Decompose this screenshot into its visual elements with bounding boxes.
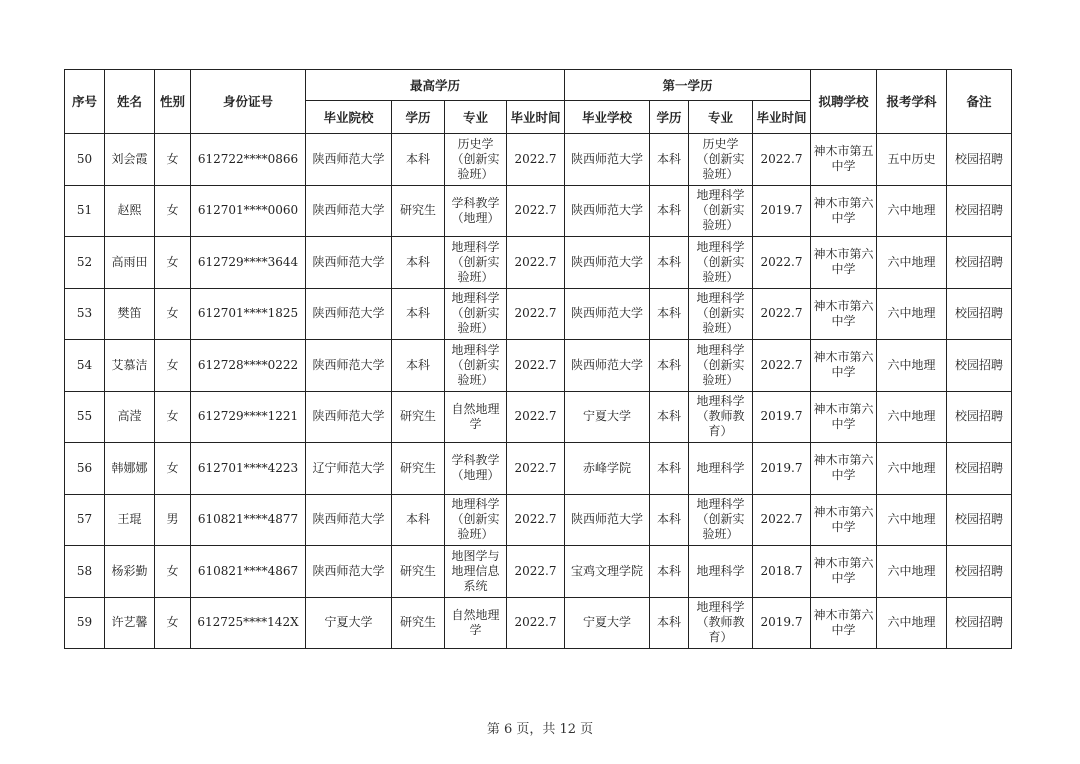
cell-name: 艾慕洁 (105, 340, 155, 392)
table-row (65, 494, 1012, 546)
cell-highest-school: 陕西师范大学 (306, 288, 392, 340)
cell-first-grad-time: 2019.7 (753, 185, 811, 237)
cell-first-school: 宁夏大学 (565, 391, 650, 443)
cell-name: 王琨 (105, 494, 155, 546)
cell-id: 612729****1221 (191, 391, 306, 443)
cell-id: 612701****4223 (191, 443, 306, 495)
header-remark: 备注 (947, 70, 1012, 134)
cell-highest-degree: 研究生 (392, 391, 445, 443)
cell-highest-major: 地理科学（创新实验班） (445, 494, 507, 546)
header-highest-degree: 学历 (392, 101, 445, 134)
header-gender: 性别 (155, 70, 191, 134)
cell-id: 610821****4867 (191, 546, 306, 598)
cell-highest-school: 陕西师范大学 (306, 494, 392, 546)
cell-first-grad-time: 2019.7 (753, 443, 811, 495)
cell-hire-school: 神木市第六中学 (811, 340, 877, 392)
cell-first-major: 地理科学 (689, 443, 753, 495)
cell-first-degree: 本科 (650, 546, 689, 598)
cell-highest-degree: 研究生 (392, 185, 445, 237)
cell-first-grad-time: 2022.7 (753, 288, 811, 340)
cell-highest-grad-time: 2022.7 (507, 494, 565, 546)
cell-seq: 56 (65, 443, 105, 495)
header-name: 姓名 (105, 70, 155, 134)
table-row (65, 237, 1012, 289)
cell-subject: 六中地理 (877, 288, 947, 340)
header-first-school: 毕业学校 (565, 101, 650, 134)
cell-highest-school: 陕西师范大学 (306, 237, 392, 289)
cell-seq: 51 (65, 185, 105, 237)
cell-remark: 校园招聘 (947, 443, 1012, 495)
cell-remark: 校园招聘 (947, 391, 1012, 443)
cell-subject: 六中地理 (877, 185, 947, 237)
cell-first-major: 地理科学（创新实验班） (689, 185, 753, 237)
roster-body (65, 134, 1012, 649)
cell-gender: 女 (155, 134, 191, 186)
cell-gender: 男 (155, 494, 191, 546)
cell-highest-degree: 研究生 (392, 443, 445, 495)
cell-first-school: 陕西师范大学 (565, 288, 650, 340)
cell-first-grad-time: 2022.7 (753, 340, 811, 392)
cell-name: 韩娜娜 (105, 443, 155, 495)
cell-highest-grad-time: 2022.7 (507, 597, 565, 649)
cell-highest-major: 自然地理学 (445, 597, 507, 649)
cell-first-degree: 本科 (650, 237, 689, 289)
cell-seq: 58 (65, 546, 105, 598)
cell-id: 612729****3644 (191, 237, 306, 289)
cell-hire-school: 神木市第六中学 (811, 391, 877, 443)
cell-seq: 53 (65, 288, 105, 340)
cell-highest-degree: 本科 (392, 288, 445, 340)
cell-highest-major: 地理科学（创新实验班） (445, 288, 507, 340)
cell-highest-degree: 本科 (392, 494, 445, 546)
cell-remark: 校园招聘 (947, 185, 1012, 237)
cell-subject: 六中地理 (877, 546, 947, 598)
cell-gender: 女 (155, 546, 191, 598)
cell-highest-school: 陕西师范大学 (306, 546, 392, 598)
cell-highest-degree: 研究生 (392, 546, 445, 598)
cell-first-major: 地理科学（创新实验班） (689, 494, 753, 546)
header-highest-grad-time: 毕业时间 (507, 101, 565, 134)
cell-hire-school: 神木市第六中学 (811, 597, 877, 649)
cell-first-grad-time: 2022.7 (753, 494, 811, 546)
cell-gender: 女 (155, 288, 191, 340)
table-row (65, 134, 1012, 186)
cell-highest-major: 地理科学（创新实验班） (445, 237, 507, 289)
cell-hire-school: 神木市第六中学 (811, 288, 877, 340)
cell-hire-school: 神木市第五中学 (811, 134, 877, 186)
cell-highest-degree: 本科 (392, 237, 445, 289)
cell-hire-school: 神木市第六中学 (811, 237, 877, 289)
header-highest-education: 最高学历 (306, 70, 565, 101)
cell-highest-grad-time: 2022.7 (507, 237, 565, 289)
cell-highest-major: 地图学与地理信息系统 (445, 546, 507, 598)
cell-first-major: 历史学（创新实验班） (689, 134, 753, 186)
cell-highest-major: 历史学（创新实验班） (445, 134, 507, 186)
cell-name: 许艺馨 (105, 597, 155, 649)
cell-highest-grad-time: 2022.7 (507, 340, 565, 392)
header-highest-school: 毕业院校 (306, 101, 392, 134)
cell-first-school: 陕西师范大学 (565, 340, 650, 392)
cell-highest-school: 陕西师范大学 (306, 391, 392, 443)
cell-first-degree: 本科 (650, 340, 689, 392)
cell-subject: 六中地理 (877, 597, 947, 649)
cell-gender: 女 (155, 391, 191, 443)
cell-gender: 女 (155, 185, 191, 237)
cell-gender: 女 (155, 597, 191, 649)
cell-subject: 五中历史 (877, 134, 947, 186)
cell-subject: 六中地理 (877, 391, 947, 443)
cell-subject: 六中地理 (877, 494, 947, 546)
cell-hire-school: 神木市第六中学 (811, 185, 877, 237)
header-first-degree: 学历 (650, 101, 689, 134)
cell-first-school: 陕西师范大学 (565, 134, 650, 186)
header-first-education: 第一学历 (565, 70, 811, 101)
cell-first-school: 陕西师范大学 (565, 494, 650, 546)
cell-id: 612728****0222 (191, 340, 306, 392)
cell-highest-grad-time: 2022.7 (507, 288, 565, 340)
cell-highest-degree: 本科 (392, 134, 445, 186)
header-first-grad-time: 毕业时间 (753, 101, 811, 134)
cell-id: 612725****142X (191, 597, 306, 649)
cell-first-grad-time: 2022.7 (753, 237, 811, 289)
cell-hire-school: 神木市第六中学 (811, 494, 877, 546)
cell-first-grad-time: 2019.7 (753, 391, 811, 443)
cell-highest-school: 陕西师范大学 (306, 185, 392, 237)
cell-first-school: 陕西师范大学 (565, 185, 650, 237)
cell-gender: 女 (155, 340, 191, 392)
cell-name: 高滢 (105, 391, 155, 443)
cell-seq: 52 (65, 237, 105, 289)
cell-subject: 六中地理 (877, 443, 947, 495)
cell-first-major: 地理科学（教师教育） (689, 597, 753, 649)
cell-highest-school: 陕西师范大学 (306, 134, 392, 186)
table-row (65, 391, 1012, 443)
cell-seq: 54 (65, 340, 105, 392)
cell-hire-school: 神木市第六中学 (811, 546, 877, 598)
cell-name: 高雨田 (105, 237, 155, 289)
cell-id: 612722****0866 (191, 134, 306, 186)
cell-first-grad-time: 2022.7 (753, 134, 811, 186)
cell-first-degree: 本科 (650, 494, 689, 546)
cell-name: 刘会霞 (105, 134, 155, 186)
cell-name: 杨彩勤 (105, 546, 155, 598)
cell-seq: 59 (65, 597, 105, 649)
cell-highest-grad-time: 2022.7 (507, 391, 565, 443)
cell-highest-major: 自然地理学 (445, 391, 507, 443)
cell-first-degree: 本科 (650, 134, 689, 186)
cell-seq: 50 (65, 134, 105, 186)
cell-highest-degree: 研究生 (392, 597, 445, 649)
table-row (65, 546, 1012, 598)
cell-remark: 校园招聘 (947, 134, 1012, 186)
cell-first-school: 陕西师范大学 (565, 237, 650, 289)
header-subject: 报考学科 (877, 70, 947, 134)
cell-remark: 校园招聘 (947, 494, 1012, 546)
page-footer: 第 6 页，共 12 页 (486, 722, 594, 737)
cell-highest-grad-time: 2022.7 (507, 134, 565, 186)
cell-id: 612701****0060 (191, 185, 306, 237)
cell-name: 樊笛 (105, 288, 155, 340)
cell-first-grad-time: 2019.7 (753, 597, 811, 649)
cell-first-school: 赤峰学院 (565, 443, 650, 495)
table-row (65, 340, 1012, 392)
header-hire-school: 拟聘学校 (811, 70, 877, 134)
cell-highest-school: 宁夏大学 (306, 597, 392, 649)
cell-highest-major: 学科教学（地理） (445, 185, 507, 237)
cell-highest-school: 辽宁师范大学 (306, 443, 392, 495)
cell-first-major: 地理科学（创新实验班） (689, 340, 753, 392)
cell-first-school: 宁夏大学 (565, 597, 650, 649)
cell-remark: 校园招聘 (947, 546, 1012, 598)
cell-remark: 校园招聘 (947, 288, 1012, 340)
header-seq: 序号 (65, 70, 105, 134)
header-highest-major: 专业 (445, 101, 507, 134)
cell-id: 610821****4877 (191, 494, 306, 546)
cell-first-degree: 本科 (650, 185, 689, 237)
cell-gender: 女 (155, 443, 191, 495)
cell-first-major: 地理科学（教师教育） (689, 391, 753, 443)
table-row (65, 597, 1012, 649)
header-id: 身份证号 (191, 70, 306, 134)
cell-highest-school: 陕西师范大学 (306, 340, 392, 392)
cell-first-degree: 本科 (650, 288, 689, 340)
cell-first-major: 地理科学（创新实验班） (689, 237, 753, 289)
cell-seq: 57 (65, 494, 105, 546)
cell-highest-grad-time: 2022.7 (507, 185, 565, 237)
cell-highest-degree: 本科 (392, 340, 445, 392)
cell-highest-grad-time: 2022.7 (507, 546, 565, 598)
cell-subject: 六中地理 (877, 237, 947, 289)
cell-first-grad-time: 2018.7 (753, 546, 811, 598)
table-row (65, 443, 1012, 495)
cell-highest-grad-time: 2022.7 (507, 443, 565, 495)
cell-name: 赵熙 (105, 185, 155, 237)
cell-gender: 女 (155, 237, 191, 289)
cell-first-degree: 本科 (650, 443, 689, 495)
table-row (65, 288, 1012, 340)
roster-table-container (64, 69, 1012, 649)
cell-remark: 校园招聘 (947, 237, 1012, 289)
cell-remark: 校园招聘 (947, 340, 1012, 392)
cell-first-degree: 本科 (650, 391, 689, 443)
roster-table (64, 69, 1012, 649)
cell-highest-major: 地理科学（创新实验班） (445, 340, 507, 392)
cell-first-major: 地理科学 (689, 546, 753, 598)
cell-id: 612701****1825 (191, 288, 306, 340)
cell-remark: 校园招聘 (947, 597, 1012, 649)
cell-first-major: 地理科学（创新实验班） (689, 288, 753, 340)
table-row (65, 185, 1012, 237)
cell-seq: 55 (65, 391, 105, 443)
cell-hire-school: 神木市第六中学 (811, 443, 877, 495)
cell-subject: 六中地理 (877, 340, 947, 392)
cell-highest-major: 学科教学（地理） (445, 443, 507, 495)
header-first-major: 专业 (689, 101, 753, 134)
cell-first-school: 宝鸡文理学院 (565, 546, 650, 598)
cell-first-degree: 本科 (650, 597, 689, 649)
